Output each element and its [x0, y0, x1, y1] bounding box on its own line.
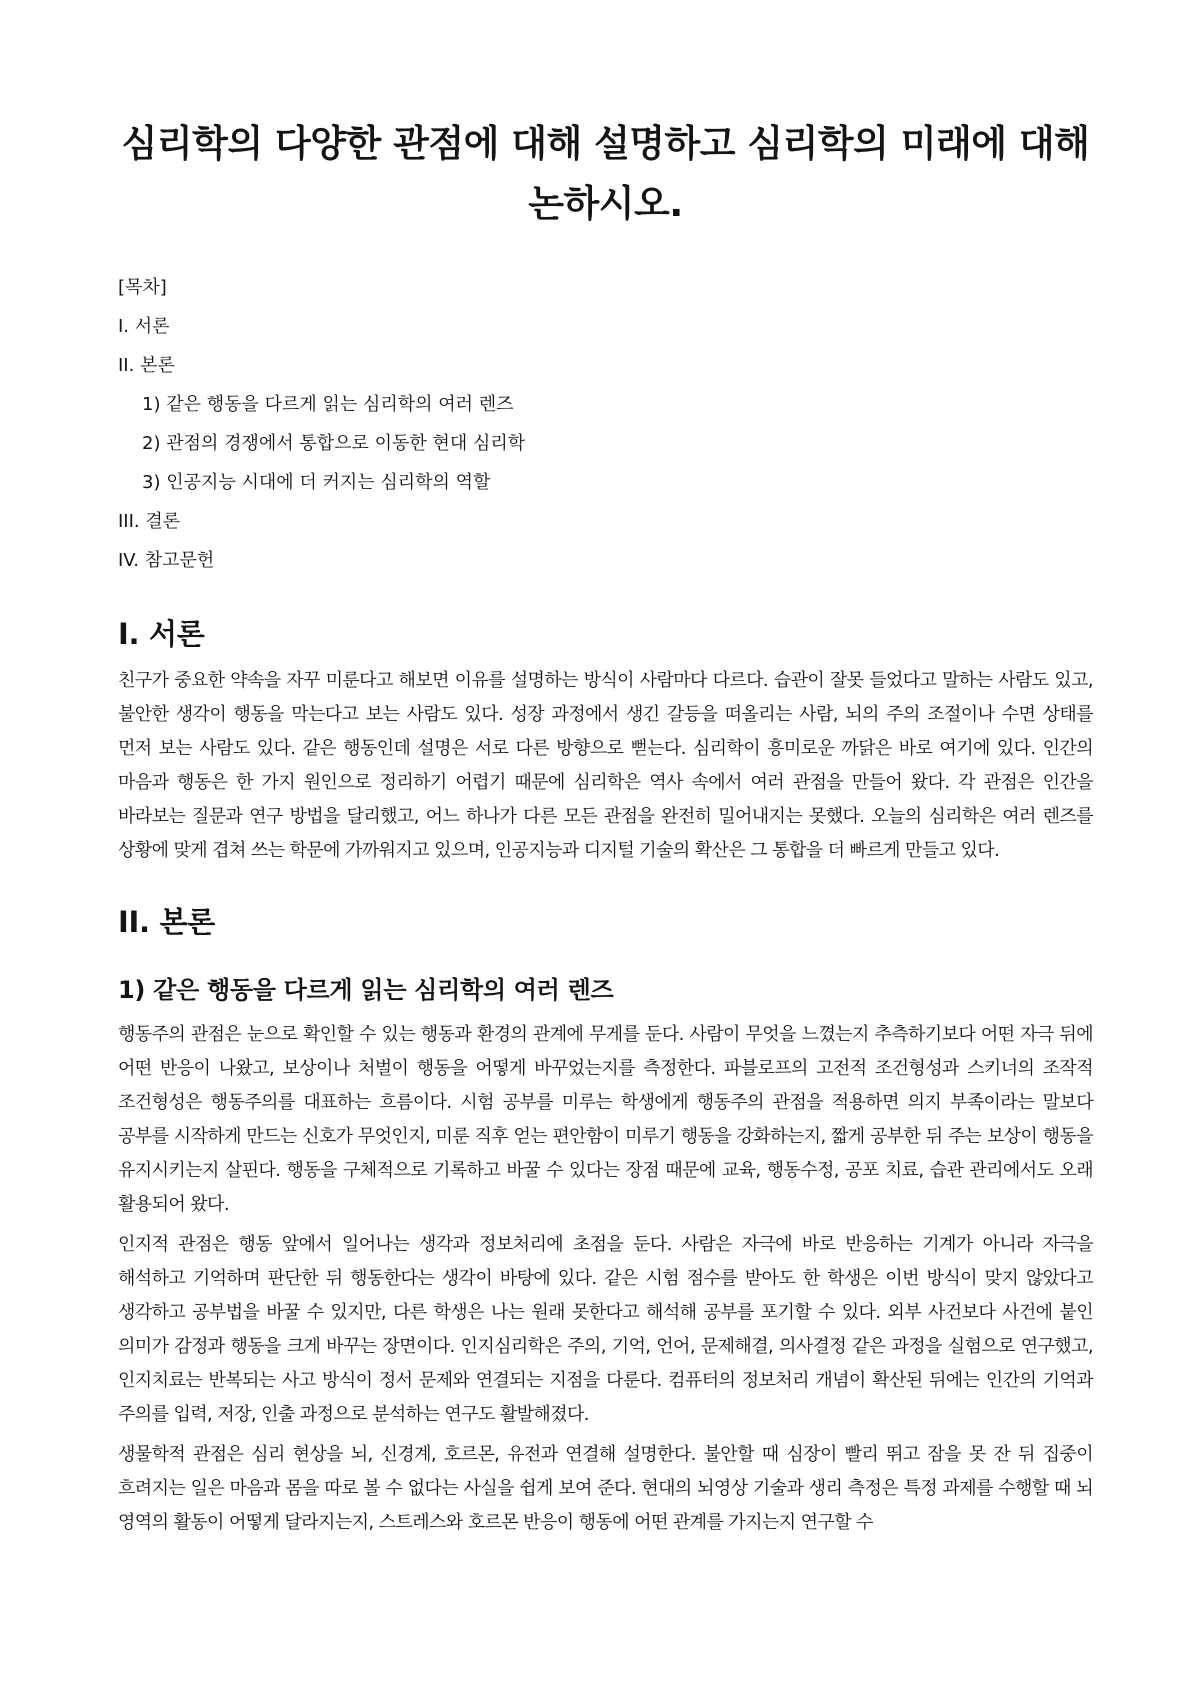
- body-paragraph-behaviorism: 행동주의 관점은 눈으로 확인할 수 있는 행동과 환경의 관계에 무게를 둔다. 사람이 무엇을 느꼈는지 추측하기보다 어떤 자극 뒤에 어떤 반응이 나왔고, 보상이나 처벌이 행동을 어떻게 바꾸었는지를 측정한다. 파블로프의 고전적 조건형성과 스키너의 조작적 조건형성은 행동주의를 대표하는 흐름이다. 시험 공부를 미루는 학생에게 행동주의 관점을 적용하면 의지 부족이라는 말보다 공부를 시작하게 만드는 신호가 무엇인지, 미룬 직후 얻는 편안함이 미루기 행동을 강화하는지, 짧게 공부한 뒤 주는 보상이 행동을 유지시키는지 살핀다. 행동을 구체적으로 기록하고 바꿀 수 있다는 장점 때문에 교육, 행동수정, 공포 치료, 습관 관리에서도 오래 활용되어 왔다.: [118, 1024, 1093, 1215]
- toc-item-body-3: 3) 인공지능 시대에 더 커지는 심리학의 역할: [142, 472, 491, 493]
- intro-heading: I. 서론: [118, 617, 205, 651]
- toc-item-body-1: 1) 같은 행동을 다르게 읽는 심리학의 여러 렌즈: [142, 394, 514, 415]
- document-title: 심리학의 다양한 관점에 대해 설명하고 심리학의 미래에 대해 논하시오.: [121, 122, 1090, 225]
- toc-item-conclusion: III. 결론: [118, 511, 181, 532]
- intro-paragraph: 친구가 중요한 약속을 자꾸 미룬다고 해보면 이유를 설명하는 방식이 사람마다 다르다. 습관이 잘못 들었다고 말하는 사람도 있고, 불안한 생각이 행동을 막는다고 보는 사람도 있다. 성장 과정에서 생긴 갈등을 떠올리는 사람, 뇌의 주의 조절이나 수면 상태를 먼저 보는 사람도 있다. 같은 행동인데 설명은 서로 다른 방향으로 뻗는다. 심리학이 흥미로운 까닭은 바로 여기에 있다. 인간의 마음과 행동은 한 가지 원인으로 정리하기 어렵기 때문에 심리학은 역사 속에서 여러 관점을 만들어 왔다. 각 관점은 인간을 바라보는 질문과 연구 방법을 달리했고, 어느 하나가 다른 모든 관점을 완전히 밀어내지는 못했다. 오늘의 심리학은 여러 렌즈를 상황에 맞게 겹쳐 쓰는 학문에 가까워지고 있으며, 인공지능과 디지털 기술의 확산은 그 통합을 더 빠르게 만들고 있다.: [118, 670, 1093, 861]
- document-page: [118, 0, 1093, 1546]
- toc-heading: [목차]: [118, 277, 167, 298]
- table-of-contents: [118, 268, 1093, 580]
- toc-item-intro: I. 서론: [118, 316, 170, 337]
- body-heading: II. 본론: [118, 905, 215, 939]
- body-subsection-1-heading: 1) 같은 행동을 다르게 읽는 심리학의 여러 렌즈: [118, 976, 614, 1004]
- body-paragraph-biological: 생물학적 관점은 심리 현상을 뇌, 신경계, 호르몬, 유전과 연결해 설명한다. 불안할 때 심장이 빨리 뛰고 잠을 못 잔 뒤 집중이 흐려지는 일은 마음과 몸을 따로 볼 수 없다는 사실을 쉽게 보여 준다. 현대의 뇌영상 기술과 생리 측정은 특정 과제를 수행할 때 뇌 영역의 활동이 어떻게 달라지는지, 스트레스와 호르몬 반응이 행동에 어떤 관계를 가지는지 연구할 수: [118, 1444, 1093, 1533]
- toc-item-body-2: 2) 관점의 경쟁에서 통합으로 이동한 현대 심리학: [142, 433, 526, 454]
- body-paragraph-cognitive: 인지적 관점은 행동 앞에서 일어나는 생각과 정보처리에 초점을 둔다. 사람은 자극에 바로 반응하는 기계가 아니라 자극을 해석하고 기억하며 판단한 뒤 행동한다는 생각이 바탕에 있다. 같은 시험 점수를 받아도 한 학생은 이번 방식이 맞지 않았다고 생각하고 공부법을 바꿀 수 있지만, 다른 학생은 나는 원래 못한다고 해석해 공부를 포기할 수 있다. 외부 사건보다 사건에 붙인 의미가 감정과 행동을 크게 바꾸는 장면이다. 인지심리학은 주의, 기억, 언어, 문제해결, 의사결정 같은 과정을 실험으로 연구했고, 인지치료는 반복되는 사고 방식이 정서 문제와 연결되는 지점을 다룬다. 컴퓨터의 정보처리 개념이 확산된 뒤에는 인간의 기억과 주의를 입력, 저장, 인출 과정으로 분석하는 연구도 활발해졌다.: [118, 1234, 1093, 1425]
- toc-item-body: II. 본론: [118, 355, 175, 376]
- toc-item-references: IV. 참고문헌: [118, 550, 215, 571]
